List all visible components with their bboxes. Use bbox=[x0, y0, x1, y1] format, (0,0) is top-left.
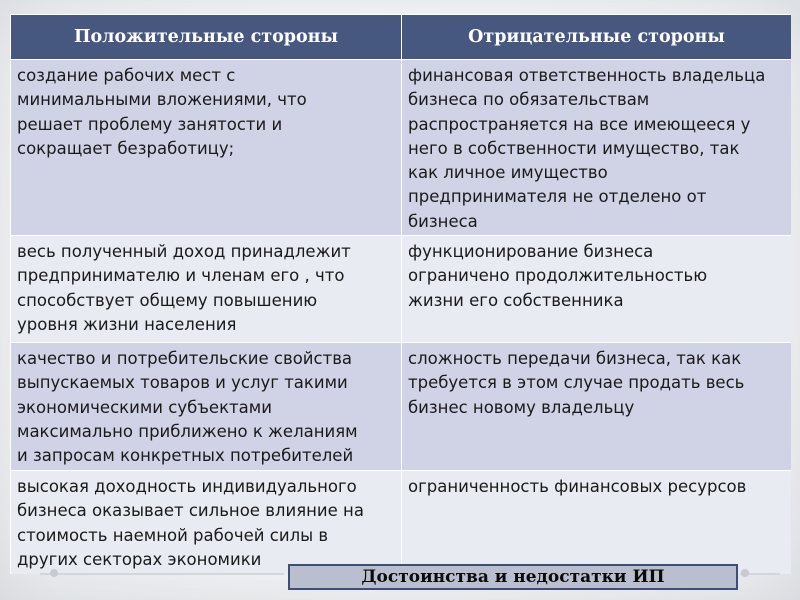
cell-negative bbox=[402, 343, 792, 471]
cell-line: ограничено продолжительностью bbox=[408, 266, 708, 286]
cell-line: бизнес новому владельцу bbox=[408, 397, 635, 417]
cell-line: высокая доходность индивидуального bbox=[17, 477, 357, 496]
cell-line: создание рабочих мест с bbox=[17, 66, 236, 85]
cell-line: выпускаемых товаров и услуг такими bbox=[17, 373, 348, 393]
cell-line: сокращает безработицу; bbox=[17, 138, 235, 158]
cell-line: ограниченность финансовых ресурсов bbox=[408, 477, 747, 496]
cell-line: уровня жизни населения bbox=[17, 314, 237, 334]
cell-negative bbox=[402, 236, 792, 343]
table-row bbox=[11, 343, 792, 471]
cell-line: весь полученный доход принадлежит bbox=[17, 242, 351, 261]
cell-line: распространяется на все имеющееся у bbox=[408, 114, 751, 134]
cell-line: предпринимателя не отделено от bbox=[408, 187, 707, 207]
cell-line: предпринимателю и членам его , что bbox=[17, 266, 345, 286]
cell-line: бизнеса оказывает сильное влияние на bbox=[17, 501, 364, 521]
decorative-dot-right bbox=[741, 569, 749, 577]
header-positive: Положительные стороны bbox=[11, 15, 402, 60]
cell-positive bbox=[11, 343, 402, 471]
cell-positive bbox=[11, 471, 402, 575]
cell-line: способствует общему повышению bbox=[17, 290, 318, 310]
cell-line: стоимость наемной рабочей силы в bbox=[17, 525, 329, 545]
cell-line: других секторах экономики bbox=[17, 549, 262, 569]
cell-line: требуется в этом случае продать весь bbox=[408, 373, 745, 393]
cell-line: максимально приближено к желаниям bbox=[17, 421, 358, 441]
cell-line: минимальными вложениями, что bbox=[17, 90, 307, 110]
header-negative: Отрицательные стороны bbox=[402, 15, 792, 60]
cell-line: функционирование бизнеса bbox=[408, 242, 654, 261]
cell-line: него в собственности имущество, так bbox=[408, 138, 740, 158]
decorative-line-left bbox=[40, 573, 284, 575]
table-row bbox=[11, 60, 792, 236]
cell-line: финансовая ответственность владельца bbox=[408, 66, 766, 85]
cell-line: жизни его собственника bbox=[408, 290, 624, 310]
cell-negative bbox=[402, 60, 792, 236]
cell-line: сложность передачи бизнеса, так как bbox=[408, 349, 742, 368]
cell-line: экономическими субъектами bbox=[17, 397, 272, 417]
comparison-table-container bbox=[10, 14, 791, 574]
cell-negative bbox=[402, 471, 792, 575]
cell-line: и запросам конкретных потребителей bbox=[17, 446, 354, 466]
cell-line: решает проблему занятости и bbox=[17, 114, 283, 134]
cell-line: качество и потребительские свойства bbox=[17, 349, 353, 368]
cell-positive bbox=[11, 60, 402, 236]
cell-positive bbox=[11, 236, 402, 343]
comparison-table bbox=[10, 14, 791, 574]
table-row bbox=[11, 236, 792, 343]
cell-line: бизнеса bbox=[408, 211, 478, 231]
header-row bbox=[11, 15, 792, 60]
decorative-dot-left bbox=[50, 569, 58, 577]
table-row bbox=[11, 471, 792, 575]
cell-line: как личное имущество bbox=[408, 163, 608, 183]
slide-caption: Достоинства и недостатки ИП bbox=[288, 564, 738, 590]
cell-line: бизнеса по обязательствам bbox=[408, 90, 650, 110]
